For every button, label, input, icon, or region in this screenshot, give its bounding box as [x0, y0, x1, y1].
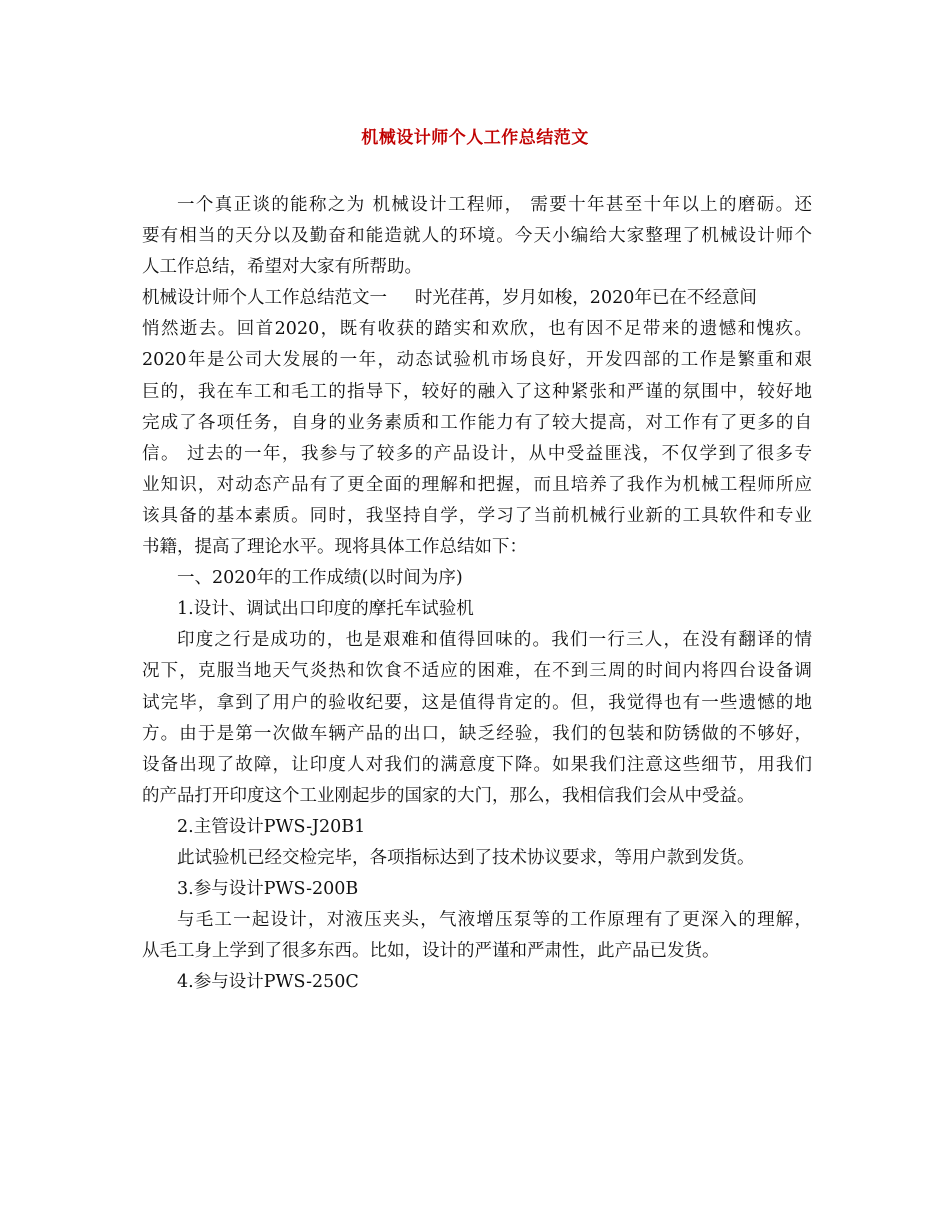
subsection-heading: 1.设计、调试出口印度的摩托车试验机	[177, 599, 474, 620]
body-line: 悄然逝去。回首2020，既有收获的踏实和欢欣，也有因不足带来的遗憾和愧疚。	[142, 319, 812, 340]
body-line: 的产品打开印度这个工业刚起步的国家的大门，那么，我相信我们会从中受益。	[142, 785, 755, 806]
body-line: 完成了各项任务，自身的业务素质和工作能力有了较大提高，对工作有了更多的自	[142, 412, 812, 433]
body-line: 人工作总结，希望对大家有所帮助。	[142, 257, 422, 278]
subsection-heading: 3.参与设计PWS-200B	[177, 879, 359, 900]
body-line: 从毛工身上学到了很多东西。比如，设计的严谨和严肃性，此产品已发货。	[142, 941, 720, 962]
body-line: 况下，克服当地天气炎热和饮食不适应的困难，在不到三周的时间内将四台设备调	[142, 661, 812, 682]
document-body	[142, 190, 812, 998]
body-line: 此试验机已经交检完毕，各项指标达到了技术协议要求，等用户款到发货。	[177, 847, 755, 868]
body-line: 巨的，我在车工和毛工的指导下，较好的融入了这种紧张和严谨的氛围中，较好地	[142, 381, 812, 402]
body-line: 书籍，提高了理论水平。现将具体工作总结如下：	[142, 537, 527, 558]
body-line: 一个真正谈的能称之为 机械设计工程师， 需要十年甚至十年以上的磨砺。还	[177, 195, 812, 215]
body-line: 设备出现了故障，让印度人对我们的满意度下降。如果我们注意这些细节，用我们	[142, 754, 812, 775]
document-title: 机械设计师个人工作总结范文	[361, 128, 589, 148]
subsection-heading: 4.参与设计PWS-250C	[177, 972, 359, 993]
subsection-heading: 2.主管设计PWS-J20B1	[177, 816, 366, 837]
body-line: 信。 过去的一年，我参与了较多的产品设计，从中受益匪浅，不仅学到了很多专	[142, 443, 812, 464]
body-line: 机械设计师个人工作总结范文一 时光荏苒，岁月如梭，2020年已在不经意间	[142, 288, 757, 309]
body-line: 印度之行是成功的，也是艰难和值得回味的。我们一行三人，在没有翻译的情	[177, 630, 812, 651]
body-line: 方。由于是第一次做车辆产品的出口，缺乏经验，我们的包装和防锈做的不够好，	[142, 723, 812, 744]
body-line: 要有相当的天分以及勤奋和能造就人的环境。今天小编给大家整理了机械设计师个	[142, 226, 812, 247]
body-line: 该具备的基本素质。同时，我坚持自学，学习了当前机械行业新的工具软件和专业	[142, 505, 812, 526]
body-line: 试完毕，拿到了用户的验收纪要，这是值得肯定的。但，我觉得也有一些遗憾的地	[142, 692, 812, 713]
body-line: 2020年是公司大发展的一年，动态试验机市场良好，开发四部的工作是繁重和艰	[142, 350, 812, 371]
body-line: 与毛工一起设计，对液压夹头，气液增压泵等的工作原理有了更深入的理解，	[177, 910, 812, 931]
section-heading: 一、2020年的工作成绩(以时间为序)	[177, 568, 463, 589]
body-line: 业知识，对动态产品有了更全面的理解和把握，而且培养了我作为机械工程师所应	[142, 474, 812, 495]
